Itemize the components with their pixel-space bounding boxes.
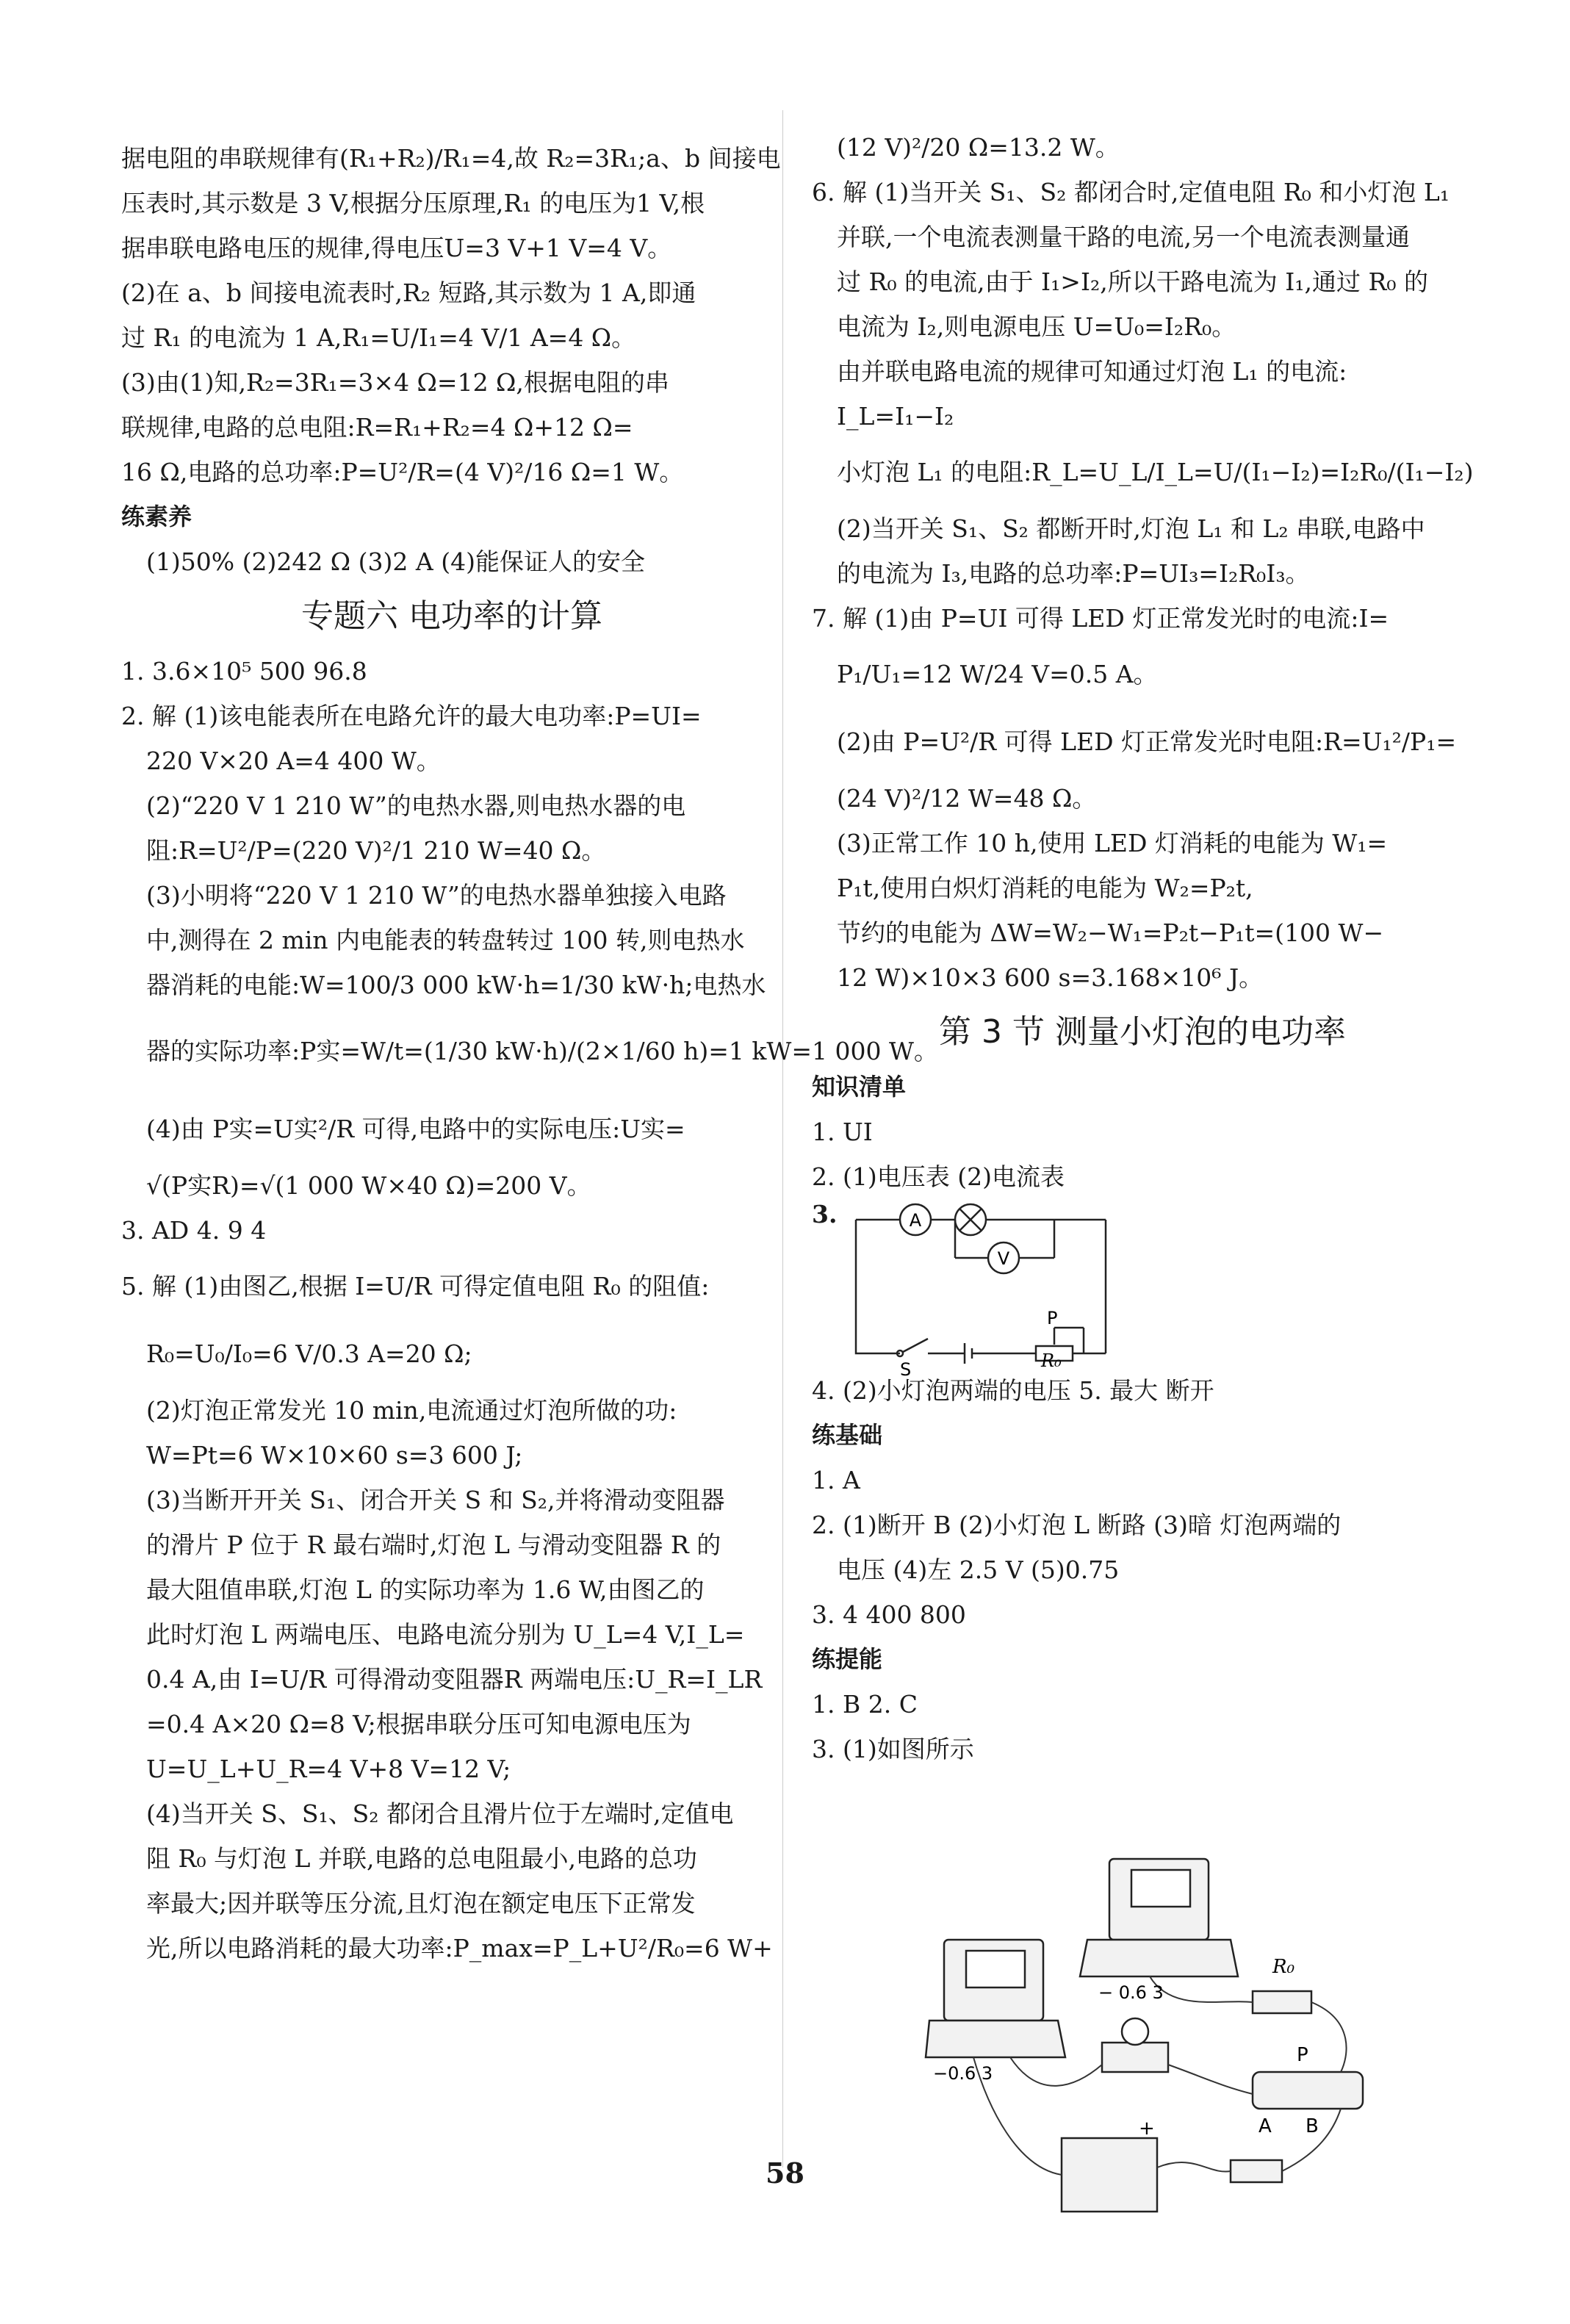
answer-line: 阻:R=U²/P=(220 V)²/1 210 W=40 Ω。 [146, 836, 606, 865]
text-line: 并联,一个电流表测量干路的电流,另一个电流表测量通 [837, 223, 1410, 251]
switch-label: S [900, 1359, 912, 1380]
text-line: 小灯泡 L₁ 的电阻:R_L=U_L/I_L=U/(I₁−I₂)=I₂R₀/(I₁−I₂) [837, 458, 1474, 486]
ammeter-label: A [909, 1210, 922, 1231]
answer-number: 3. [812, 1200, 838, 1228]
text-line: (2)在 a、b 间接电流表时,R₂ 短路,其示数为 1 A,即通 [121, 278, 696, 307]
answer-line: √(P实R)=√(1 000 W×40 Ω)=200 V。 [146, 1171, 591, 1200]
photo-r0-label: R₀ [1272, 1956, 1294, 1978]
answer-line: U=U_L+U_R=4 V+8 V=12 V; [146, 1755, 511, 1783]
circuit-figure [812, 1199, 1473, 1380]
answer-line: =0.4 A×20 Ω=8 V;根据串联分压可知电源电压为 [146, 1710, 691, 1738]
answer-line: 5. 解 (1)由图乙,根据 I=U/R 可得定值电阻 R₀ 的阻值: [121, 1272, 710, 1300]
text-line: P₁/U₁=12 W/24 V=0.5 A。 [837, 660, 1158, 688]
text-line: 12 W)×10×3 600 s=3.168×10⁶ J。 [837, 963, 1264, 992]
photo-a-label: A [1258, 2115, 1272, 2137]
answer-line: 3. AD 4. 9 4 [121, 1216, 267, 1245]
answer-line: 最大阻值串联,灯泡 L 的实际功率为 1.6 W,由图乙的 [146, 1575, 705, 1604]
answer-line: 中,测得在 2 min 内电能表的转盘转过 100 转,则电热水 [146, 926, 745, 954]
answer-line: 器消耗的电能:W=100/3 000 kW·h=1/30 kW·h;电热水 [146, 971, 766, 999]
answer-line: (2)灯泡正常发光 10 min,电流通过灯泡所做的功: [146, 1396, 677, 1425]
answer-line: 3. (1)如图所示 [812, 1735, 974, 1763]
text-line: (2)当开关 S₁、S₂ 都断开时,灯泡 L₁ 和 L₂ 串联,电路中 [837, 514, 1425, 543]
answer-line: 阻 R₀ 与灯泡 L 并联,电路的总电阻最小,电路的总功 [146, 1844, 697, 1873]
answer-line: W=Pt=6 W×10×60 s=3 600 J; [146, 1441, 523, 1469]
slider-label: P [1047, 1308, 1058, 1328]
answer-line: 0.4 A,由 I=U/R 可得滑动变阻器R 两端电压:U_R=I_LR [146, 1665, 763, 1694]
answer-line: 1. B 2. C [812, 1690, 918, 1719]
page-number: 58 [766, 2156, 804, 2190]
text-line: 据串联电路电压的规律,得电压U=3 V+1 V=4 V。 [121, 234, 672, 262]
answer-line: (3)小明将“220 V 1 210 W”的电热水器单独接入电路 [146, 881, 727, 910]
photo-b-label: B [1306, 2115, 1319, 2137]
rheostat-label: R₀ [1041, 1350, 1062, 1371]
text-line: (24 V)²/12 W=48 Ω。 [837, 784, 1097, 813]
section-heading: 练素养 [121, 503, 192, 530]
answer-line: 2. (1)电压表 (2)电流表 [812, 1162, 1065, 1191]
answer-line: 的滑片 P 位于 R 最右端时,灯泡 L 与滑动变阻器 R 的 [146, 1530, 721, 1559]
section-title: 第 3 节 测量小灯泡的电功率 [939, 1013, 1346, 1051]
text-line: 电流为 I₂,则电源电压 U=U₀=I₂R₀。 [837, 312, 1236, 341]
circuit-diagram [841, 1199, 1150, 1380]
text-line: 联规律,电路的总电阻:R=R₁+R₂=4 Ω+12 Ω= [121, 413, 633, 442]
photo-p-label: P [1297, 2044, 1308, 2066]
text-line: (3)由(1)知,R₂=3R₁=3×4 Ω=12 Ω,根据电阻的串 [121, 368, 669, 397]
answer-line: (3)当断开开关 S₁、闭合开关 S 和 S₂,并将滑动变阻器 [146, 1486, 725, 1514]
answer-line: 220 V×20 A=4 400 W。 [146, 747, 441, 775]
text-line: 过 R₁ 的电流为 1 A,R₁=U/I₁=4 V/1 A=4 Ω。 [121, 323, 636, 352]
text-line: (2)由 P=U²/R 可得 LED 灯正常发光时电阻:R=U₁²/P₁= [837, 727, 1457, 756]
answer-line: (4)当开关 S、S₁、S₂ 都闭合且滑片位于左端时,定值电 [146, 1799, 734, 1828]
plus-label: + [1139, 2118, 1155, 2140]
section-heading: 知识清单 [812, 1073, 907, 1101]
answer-line: 3. 4 400 800 [812, 1600, 966, 1629]
text-line: 节约的电能为 ΔW=W₂−W₁=P₂t−P₁t=(100 W− [837, 918, 1384, 947]
text-line: 16 Ω,电路的总功率:P=U²/R=(4 V)²/16 Ω=1 W。 [121, 458, 684, 486]
text-line: 据电阻的串联规律有(R₁+R₂)/R₁=4,故 R₂=3R₁;a、b 间接电 [121, 144, 781, 173]
text-line: P₁t,使用白炽灯消耗的电能为 W₂=P₂t, [837, 874, 1253, 902]
answer-line: 2. 解 (1)该电能表所在电路允许的最大电功率:P=UI= [121, 702, 702, 730]
text-line: 压表时,其示数是 3 V,根据分压原理,R₁ 的电压为1 V,根 [121, 189, 705, 217]
answer-line: R₀=U₀/I₀=6 V/0.3 A=20 Ω; [146, 1339, 472, 1368]
text-line: 由并联电路电流的规律可知通过灯泡 L₁ 的电流: [837, 357, 1347, 386]
answer-line: 此时灯泡 L 两端电压、电路电流分别为 U_L=4 V,I_L= [146, 1620, 745, 1649]
answer-line: 电压 (4)左 2.5 V (5)0.75 [837, 1555, 1120, 1584]
voltmeter-label: V [997, 1248, 1010, 1269]
answer-line: (2)“220 V 1 210 W”的电热水器,则电热水器的电 [146, 791, 686, 820]
topic-title: 专题六 电功率的计算 [301, 597, 602, 635]
text-line: I_L=I₁−I₂ [837, 402, 954, 431]
answer-line: (4)由 P实=U实²/R 可得,电路中的实际电压:U实= [146, 1115, 685, 1143]
answer-line: 1. A [812, 1466, 860, 1494]
right-column [812, 125, 1473, 1771]
answer-line: 率最大;因并联等压分流,且灯泡在额定电压下正常发 [146, 1889, 696, 1918]
answer-line: 1. UI [812, 1118, 873, 1146]
answer-line: 7. 解 (1)由 P=UI 可得 LED 灯正常发光时的电流:I= [812, 604, 1389, 633]
answer-line: 6. 解 (1)当开关 S₁、S₂ 都闭合时,定值电阻 R₀ 和小灯泡 L₁ [812, 178, 1450, 206]
column-divider [782, 110, 783, 2167]
answer-line: 2. (1)断开 B (2)小灯泡 L 断路 (3)暗 灯泡两端的 [812, 1511, 1342, 1539]
text-line: (12 V)²/20 Ω=13.2 W。 [837, 133, 1120, 162]
answer-line: 1. 3.6×10⁵ 500 96.8 [121, 657, 367, 686]
meter-scale-label: −0.6 3 [933, 2063, 993, 2084]
section-heading: 练基础 [812, 1421, 883, 1449]
text-line: 过 R₀ 的电流,由于 I₁>I₂,所以干路电流为 I₁,通过 R₀ 的 [837, 267, 1429, 296]
answer-line: (1)50% (2)242 Ω (3)2 A (4)能保证人的安全 [146, 547, 645, 576]
text-line: 的电流为 I₃,电路的总功率:P=UI₃=I₂R₀I₃。 [837, 559, 1310, 588]
section-heading: 练提能 [812, 1645, 883, 1673]
meter-scale-label: − 0.6 3 [1098, 1982, 1164, 2003]
text-line: (3)正常工作 10 h,使用 LED 灯消耗的电能为 W₁= [837, 829, 1388, 857]
answer-line: 光,所以电路消耗的最大功率:P_max=P_L+U²/R₀=6 W+ [146, 1934, 773, 1963]
answer-line: 4. (2)小灯泡两端的电压 5. 最大 断开 [812, 1376, 1214, 1405]
answer-line: 器的实际功率:P实=W/t=(1/30 kW·h)/(2×1/60 h)=1 kW=1 000 W。 [146, 1037, 938, 1065]
